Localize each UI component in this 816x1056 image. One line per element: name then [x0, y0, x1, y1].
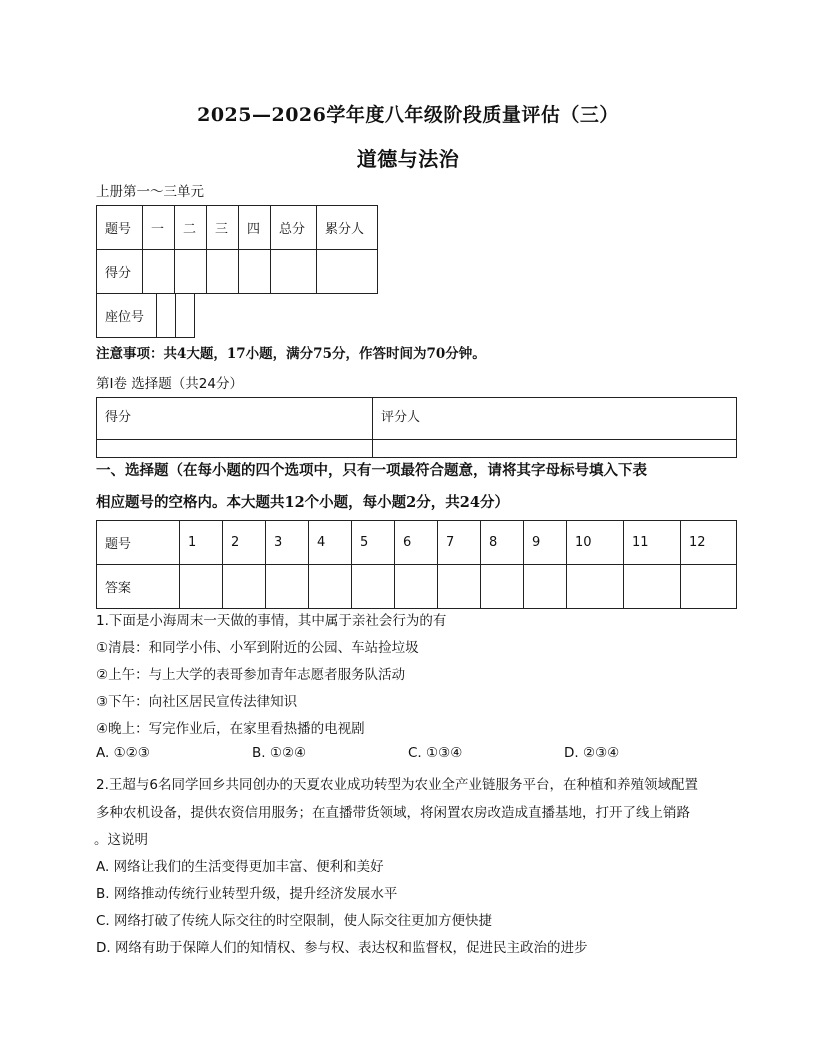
- q1-item: ②上午：与上大学的表哥参加青年志愿者服务队活动: [96, 667, 406, 683]
- answer-input-cell[interactable]: [395, 565, 438, 609]
- notice: 注意事项：共4大题，17小题，满分75分，作答时间为70分钟。: [96, 346, 486, 362]
- exam-subject: 道德与法治: [356, 147, 460, 171]
- score-header-cell: 累分人: [317, 206, 378, 250]
- q2-option-d[interactable]: D. 网络有助于保障人们的知情权、参与权、表达权和监督权，促进民主政治的进步: [96, 940, 588, 956]
- q1-item: ①清晨：和同学小伟、小军到附近的公园、车站捡垃圾: [96, 640, 419, 656]
- q1-item: ③下午：向社区居民宣传法律知识: [96, 694, 298, 710]
- score-input-cell[interactable]: [317, 250, 378, 294]
- exam-title: 2025—2026学年度八年级阶段质量评估（三）: [197, 104, 619, 126]
- answer-number-cell: 2: [223, 521, 266, 565]
- answer-number-cell: 5: [352, 521, 395, 565]
- answer-input-cell[interactable]: [352, 565, 395, 609]
- section1-heading-line2: 相应题号的空格内。本大题共12个小题，每小题2分，共24分）: [96, 494, 509, 511]
- answer-header-label: 题号: [97, 521, 180, 565]
- answer-table: [96, 520, 737, 609]
- section1-heading-line1: 一、选择题（在每小题的四个选项中，只有一项最符合题意，请将其字母标号填入下表: [96, 462, 647, 479]
- q2-option-c[interactable]: C. 网络打破了传统人际交往的时空限制，使人际交往更加方便快捷: [96, 913, 493, 929]
- answer-number-cell: 11: [624, 521, 681, 565]
- score-table: [96, 205, 378, 294]
- score-input-cell[interactable]: [239, 250, 271, 294]
- answer-input-cell[interactable]: [624, 565, 681, 609]
- answer-input-cell[interactable]: [223, 565, 266, 609]
- answer-number-cell: 3: [266, 521, 309, 565]
- score-input-cell[interactable]: [207, 250, 239, 294]
- answer-number-cell: 10: [567, 521, 624, 565]
- q1-option-b[interactable]: B. ①②④: [252, 745, 307, 761]
- answer-input-cell[interactable]: [481, 565, 524, 609]
- answer-number-cell: 7: [438, 521, 481, 565]
- grader-score-input[interactable]: [97, 440, 373, 458]
- grader-table: [96, 397, 737, 458]
- score-input-cell[interactable]: [143, 250, 175, 294]
- scope-label: 上册第一～三单元: [96, 184, 204, 200]
- answer-number-cell: 8: [481, 521, 524, 565]
- answer-input-cell[interactable]: [567, 565, 624, 609]
- score-row-label: 得分: [97, 250, 143, 294]
- score-header-cell: 一: [143, 206, 175, 250]
- score-header-cell: 二: [175, 206, 207, 250]
- score-header-cell: 总分: [271, 206, 317, 250]
- grader-name-input[interactable]: [373, 440, 737, 458]
- score-header-cell: 题号: [97, 206, 143, 250]
- answer-number-cell: 12: [681, 521, 737, 565]
- answer-number-cell: 9: [524, 521, 567, 565]
- q1-option-d[interactable]: D. ②③④: [564, 745, 620, 761]
- answer-number-cell: 1: [180, 521, 223, 565]
- q2-stem-line: 。这说明: [94, 832, 148, 848]
- answer-input-cell[interactable]: [524, 565, 567, 609]
- answer-row-label: 答案: [97, 565, 180, 609]
- answer-number-cell: 6: [395, 521, 438, 565]
- q1-option-a[interactable]: A. ①②③: [96, 745, 150, 761]
- score-input-cell[interactable]: [271, 250, 317, 294]
- seat-input-cell[interactable]: [157, 294, 176, 338]
- q2-option-a[interactable]: A. 网络让我们的生活变得更加丰富、便利和美好: [96, 859, 384, 875]
- answer-input-cell[interactable]: [309, 565, 352, 609]
- q2-option-b[interactable]: B. 网络推动传统行业转型升级，提升经济发展水平: [96, 886, 398, 902]
- answer-input-cell[interactable]: [438, 565, 481, 609]
- score-header-cell: 四: [239, 206, 271, 250]
- grader-name-label: 评分人: [373, 398, 737, 440]
- q2-stem-line: 2.王超与6名同学回乡共同创办的天夏农业成功转型为农业全产业链服务平台，在种植和养殖领域配置: [96, 777, 698, 793]
- q1-item: ④晚上：写完作业后，在家里看热播的电视剧: [96, 721, 365, 737]
- answer-input-cell[interactable]: [266, 565, 309, 609]
- grader-score-label: 得分: [97, 398, 373, 440]
- seat-table: [96, 293, 195, 338]
- q1-option-c[interactable]: C. ①③④: [408, 745, 463, 761]
- answer-input-cell[interactable]: [681, 565, 737, 609]
- answer-input-cell[interactable]: [180, 565, 223, 609]
- q2-stem-line: 多种农机设备，提供农资信用服务；在直播带货领域，将闲置农房改造成直播基地，打开了线上销路: [96, 805, 690, 821]
- score-input-cell[interactable]: [175, 250, 207, 294]
- q1-stem: 1.下面是小海周末一天做的事情，其中属于亲社会行为的有: [96, 613, 447, 629]
- answer-number-cell: 4: [309, 521, 352, 565]
- score-header-cell: 三: [207, 206, 239, 250]
- seat-input-cell[interactable]: [176, 294, 195, 338]
- seat-label: 座位号: [97, 294, 157, 338]
- part1-label: 第Ⅰ卷 选择题（共24分）: [96, 376, 243, 392]
